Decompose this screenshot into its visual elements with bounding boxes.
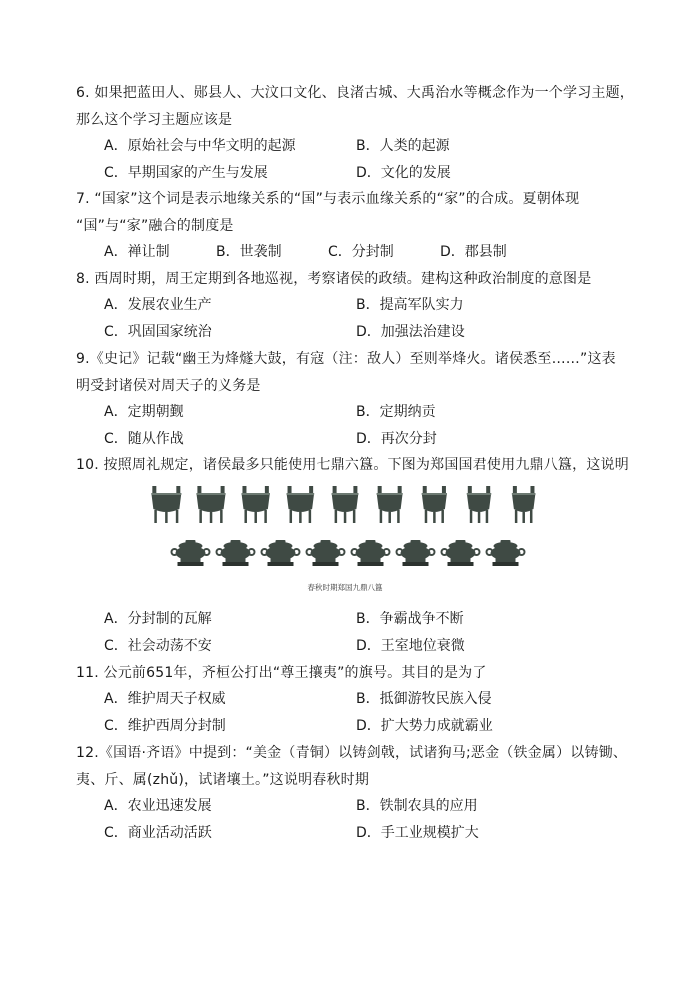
option-c[interactable]: C．随从作战 bbox=[104, 430, 184, 447]
option-d[interactable]: D．手工业规模扩大 bbox=[356, 824, 479, 841]
question-stem-line: 7. “国家”这个词是表示地缘关系的“国”与表示血缘关系的“家”的合成。夏朝体现 bbox=[76, 191, 580, 207]
nine-ding-eight-gui-figure bbox=[144, 485, 546, 595]
question-7-stem bbox=[76, 186, 636, 239]
option-a[interactable]: A．原始社会与中华文明的起源 bbox=[104, 138, 296, 154]
question-10-options bbox=[104, 606, 644, 659]
option-c[interactable]: C．早期国家的产生与发展 bbox=[104, 164, 268, 181]
ding-vessel-icon bbox=[196, 486, 225, 523]
gui-vessel-icon bbox=[217, 540, 255, 566]
question-11-options bbox=[104, 686, 644, 739]
question-9-options bbox=[104, 399, 644, 452]
option-b[interactable]: B．提高军队实力 bbox=[356, 297, 464, 313]
option-d[interactable]: D．文化的发展 bbox=[356, 164, 451, 181]
question-8-stem bbox=[76, 266, 636, 293]
option-c[interactable]: C．巩固国家统治 bbox=[104, 323, 212, 340]
gui-vessel-row bbox=[168, 539, 528, 567]
question-11-stem bbox=[76, 660, 636, 687]
question-stem-line: 10. 按照周礼规定，诸侯最多只能使用七鼎六簋。下图为郑国国君使用九鼎八簋，这说明 bbox=[76, 457, 629, 473]
option-c[interactable]: C．商业活动活跃 bbox=[104, 824, 212, 841]
option-b[interactable]: B．世袭制 bbox=[216, 244, 282, 260]
gui-vessel-icon bbox=[352, 540, 390, 566]
question-10-stem bbox=[76, 452, 636, 479]
option-a[interactable]: A．禅让制 bbox=[104, 244, 170, 260]
option-a[interactable]: A．定期朝觐 bbox=[104, 404, 184, 420]
option-c[interactable]: C．维护西周分封制 bbox=[104, 717, 226, 734]
question-stem-line: 6. 如果把蓝田人、郧县人、大汶口文化、良渚古城、大禹治水等概念作为一个学习主题， bbox=[76, 85, 635, 101]
question-stem-line: 明受封诸侯对周天子的义务是 bbox=[76, 377, 261, 394]
option-a[interactable]: A．发展农业生产 bbox=[104, 297, 212, 313]
option-b[interactable]: B．抵御游牧民族入侵 bbox=[356, 691, 492, 707]
question-6-options bbox=[104, 133, 644, 186]
option-a[interactable]: A．维护周天子权威 bbox=[104, 691, 226, 707]
gui-vessel-icon bbox=[307, 540, 345, 566]
option-d[interactable]: D．王室地位衰微 bbox=[356, 637, 465, 654]
ding-vessel-icon bbox=[151, 486, 181, 523]
question-12-stem bbox=[76, 740, 636, 793]
question-8-options bbox=[104, 292, 644, 345]
ding-vessel-row bbox=[144, 485, 546, 525]
question-stem-line: 夷、斤、属(zhǔ)，试诸壤土。”这说明春秋时期 bbox=[76, 771, 370, 788]
question-9-stem bbox=[76, 346, 636, 399]
gui-vessel-icon bbox=[397, 540, 435, 566]
figure-caption: 春秋时期郑国九鼎八簋 bbox=[307, 583, 383, 592]
option-b[interactable]: B．争霸战争不断 bbox=[356, 611, 464, 627]
question-6-stem bbox=[76, 80, 636, 133]
ding-vessel-icon bbox=[512, 486, 536, 523]
option-d[interactable]: D．郡县制 bbox=[440, 244, 507, 260]
option-a[interactable]: A．分封制的瓦解 bbox=[104, 611, 212, 627]
gui-vessel-icon bbox=[487, 540, 525, 566]
ding-vessel-icon bbox=[332, 486, 359, 523]
option-b[interactable]: B．定期纳贡 bbox=[356, 404, 436, 420]
ding-vessel-icon bbox=[467, 486, 491, 523]
ding-vessel-icon bbox=[377, 486, 403, 523]
gui-vessel-icon bbox=[262, 540, 300, 566]
option-d[interactable]: D．再次分封 bbox=[356, 430, 437, 447]
option-b[interactable]: B．人类的起源 bbox=[356, 138, 450, 154]
option-c[interactable]: C．社会动荡不安 bbox=[104, 637, 212, 654]
question-7-options bbox=[104, 239, 644, 266]
option-d[interactable]: D．加强法治建设 bbox=[356, 323, 465, 340]
option-a[interactable]: A．农业迅速发展 bbox=[104, 798, 212, 814]
option-b[interactable]: B．铁制农具的应用 bbox=[356, 798, 478, 814]
option-c[interactable]: C．分封制 bbox=[328, 244, 394, 260]
question-12-options bbox=[104, 793, 644, 846]
question-stem-line: 11. 公元前651年，齐桓公打出“尊王攘夷”的旗号。其目的是为了 bbox=[76, 665, 487, 681]
ding-vessel-icon bbox=[241, 486, 269, 523]
gui-vessel-icon bbox=[442, 540, 480, 566]
question-stem-line: 12.《国语·齐语》中提到：“美金（青铜）以铸剑戟，试诸狗马;恶金（铁金属）以铸锄、 bbox=[76, 745, 628, 761]
question-stem-line: “国”与“家”融合的制度是 bbox=[76, 217, 234, 234]
ding-vessel-icon bbox=[287, 486, 315, 523]
question-stem-line: 那么这个学习主题应该是 bbox=[76, 111, 233, 128]
option-d[interactable]: D．扩大势力成就霸业 bbox=[356, 717, 493, 734]
gui-vessel-icon bbox=[172, 540, 210, 566]
ding-vessel-icon bbox=[422, 486, 447, 523]
question-stem-line: 9.《史记》记载“幽王为烽燧大鼓，有寇（注：敌人）至则举烽火。诸侯悉至……”这表 bbox=[76, 351, 616, 367]
question-stem-line: 8. 西周时期，周王定期到各地巡视，考察诸侯的政绩。建构这种政治制度的意图是 bbox=[76, 271, 592, 287]
